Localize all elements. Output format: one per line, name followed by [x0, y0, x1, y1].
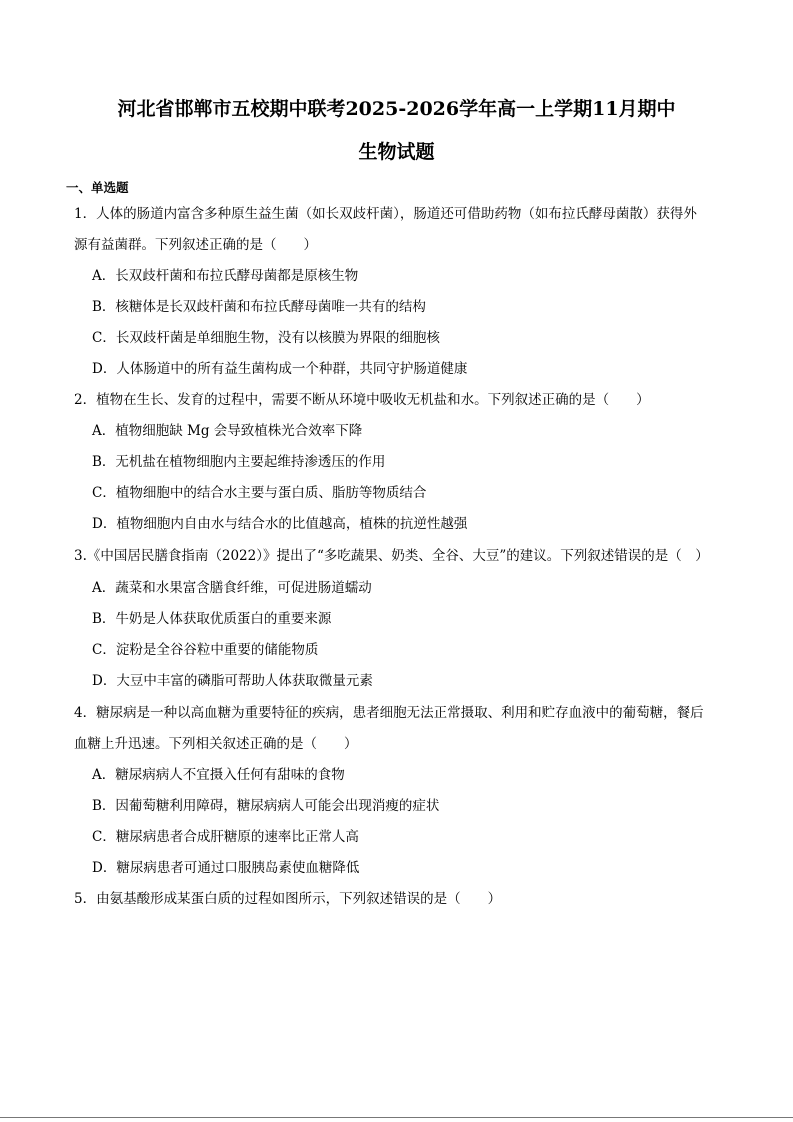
question-2-option-a: A．植物细胞缺 Mg 会导致植株光合效率下降 [92, 423, 363, 439]
question-4-line-1: 4．糖尿病是一种以高血糖为重要特征的疾病，患者细胞无法正常摄取、利用和贮存血液中的葡萄糖，餐后 [74, 705, 704, 721]
question-3-option-d: D．大豆中丰富的磷脂可帮助人体获取微量元素 [92, 673, 373, 689]
question-1-option-d: D．人体肠道中的所有益生菌构成一个种群，共同守护肠道健康 [92, 361, 468, 377]
page-bottom-rule [0, 1117, 793, 1118]
question-3-option-b: B．牛奶是人体获取优质蛋白的重要来源 [92, 611, 332, 627]
question-1-option-c: C．长双歧杆菌是单细胞生物，没有以核膜为界限的细胞核 [92, 330, 440, 346]
question-3-option-a: A．蔬菜和水果富含膳食纤维，可促进肠道蠕动 [92, 580, 372, 596]
question-2-option-c: C．植物细胞中的结合水主要与蛋白质、脂肪等物质结合 [92, 485, 427, 501]
question-1-option-b: B．核糖体是长双歧杆菌和布拉氏酵母菌唯一共有的结构 [92, 299, 426, 315]
question-1-option-a: A．长双歧杆菌和布拉氏酵母菌都是原核生物 [92, 268, 359, 284]
page-title: 河北省邯郸市五校期中联考2025-2026学年高一上学期11月期中 [117, 98, 676, 120]
section-heading: 一、单选题 [66, 180, 129, 195]
question-1-line-1: 1．人体的肠道内富含多种原生益生菌（如长双歧杆菌），肠道还可借助药物（如布拉氏酵母菌散）获得外 [74, 206, 697, 222]
page-subtitle: 生物试题 [358, 141, 435, 163]
question-4-option-b: B．因葡萄糖利用障碍，糖尿病病人可能会出现消瘦的症状 [92, 798, 440, 814]
question-4-option-c: C．糖尿病患者合成肝糖原的速率比正常人高 [92, 829, 359, 845]
question-3-line-1: 3.《中国居民膳食指南（2022）》提出了“多吃蔬果、奶类、全谷、大豆”的建议。下列叙述错误的是（ ） [74, 548, 709, 564]
question-2-option-d: D．植物细胞内自由水与结合水的比值越高，植株的抗逆性越强 [92, 516, 468, 532]
question-1-line-2: 源有益菌群。下列叙述正确的是（ ） [74, 237, 317, 253]
question-4-option-d: D．糖尿病患者可通过口服胰岛素使血糖降低 [92, 860, 360, 876]
question-5-line-1: 5．由氨基酸形成某蛋白质的过程如图所示，下列叙述错误的是（ ） [74, 891, 502, 907]
question-4-line-2: 血糖上升迅速。下列相关叙述正确的是（ ） [74, 736, 358, 752]
question-3-option-c: C．淀粉是全谷谷粒中重要的储能物质 [92, 642, 319, 658]
question-4-option-a: A．糖尿病病人不宜摄入任何有甜味的食物 [92, 767, 345, 783]
question-2-line-1: 2．植物在生长、发育的过程中，需要不断从环境中吸收无机盐和水。下列叙述正确的是（ ） [74, 392, 650, 408]
question-2-option-b: B．无机盐在植物细胞内主要起维持渗透压的作用 [92, 454, 386, 470]
